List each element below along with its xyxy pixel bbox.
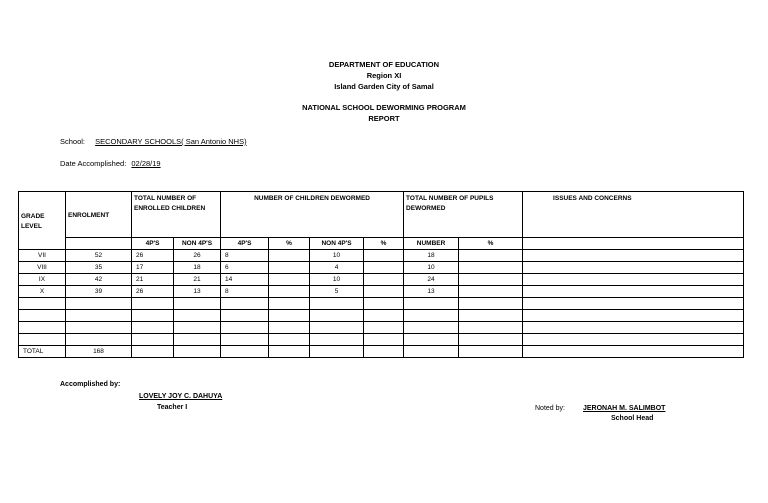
table-row (19, 274, 744, 286)
fourps-cell: 21 (132, 274, 174, 286)
accomplished-by-title: Teacher I (157, 404, 188, 411)
dewormed-non-fourps-cell: 5 (310, 286, 364, 298)
noted-by-label: Noted by: (535, 405, 565, 412)
pupils-dewormed-header: TOTAL NUMBER OF PUPILS DEWORMED (404, 192, 523, 238)
fourps-cell: 26 (132, 250, 174, 262)
grade-level-header: GRADE LEVEL (19, 192, 66, 250)
non-fourps-cell: 21 (174, 274, 221, 286)
percent-subheader: % (364, 238, 404, 250)
region-label: Region XI (366, 71, 402, 80)
number-subheader: NUMBER (404, 238, 459, 250)
grade-cell: IX (19, 274, 66, 286)
date-label: Date Accomplished: (60, 159, 127, 168)
dewormed-fourps-cell: 6 (221, 262, 269, 274)
dewormed-fourps-subheader: 4P'S (221, 238, 269, 250)
grade-cell: VII (19, 250, 66, 262)
noted-by-name: JERONAH M. SALIMBOT (583, 405, 666, 412)
number-cell: 24 (404, 274, 459, 286)
empty-row (19, 298, 744, 310)
grade-cell: VIII (19, 262, 66, 274)
non-fourps-subheader: NON 4P'S (174, 238, 221, 250)
city-label: Island Garden City of Samal (334, 82, 434, 91)
enrolment-cell: 52 (66, 250, 132, 262)
total-label: TOTAL (19, 346, 66, 358)
number-cell: 13 (404, 286, 459, 298)
dewormed-non-fourps-cell: 4 (310, 262, 364, 274)
fourps-subheader: 4P'S (132, 238, 174, 250)
report-title: REPORT (368, 114, 400, 123)
percent-subheader: % (459, 238, 523, 250)
date-field (60, 159, 161, 168)
dewormed-fourps-cell: 8 (221, 286, 269, 298)
table-row (19, 286, 744, 298)
non-fourps-cell: 26 (174, 250, 221, 262)
number-cell: 18 (404, 250, 459, 262)
accomplished-by-name: LOVELY JOY C. DAHUYA (139, 393, 223, 400)
total-enrolment-cell: 168 (66, 346, 132, 358)
enrolment-cell: 39 (66, 286, 132, 298)
enrolment-header: ENROLMENT (66, 192, 132, 238)
non-fourps-cell: 13 (174, 286, 221, 298)
date-value: 02/28/19 (131, 159, 161, 168)
table-row (19, 262, 744, 274)
enrolment-cell: 35 (66, 262, 132, 274)
dewormed-fourps-cell: 8 (221, 250, 269, 262)
school-label: School: (60, 137, 86, 146)
accomplished-by-label: Accomplished by: (60, 381, 121, 388)
fourps-cell: 17 (132, 262, 174, 274)
enrolment-cell: 42 (66, 274, 132, 286)
header-row (19, 192, 744, 238)
number-cell: 10 (404, 262, 459, 274)
school-field (60, 137, 247, 146)
school-value: SECONDARY SCHOOLS( San Antonio NHS) (95, 137, 247, 146)
dewormed-header: NUMBER OF CHILDREN DEWORMED (221, 192, 404, 238)
department-title: DEPARTMENT OF EDUCATION (328, 60, 440, 69)
percent-subheader: % (269, 238, 310, 250)
dewormed-non-fourps-cell: 10 (310, 274, 364, 286)
empty-row (19, 310, 744, 322)
dewormed-non-fourps-cell: 10 (310, 250, 364, 262)
non-fourps-cell: 18 (174, 262, 221, 274)
deworming-report-table (18, 191, 744, 358)
fourps-cell: 26 (132, 286, 174, 298)
empty-row (19, 334, 744, 346)
dewormed-fourps-cell: 14 (221, 274, 269, 286)
issues-header: ISSUES AND CONCERNS (523, 192, 744, 238)
empty-row (19, 322, 744, 334)
dewormed-non-fourps-subheader: NON 4P'S (310, 238, 364, 250)
document-header (0, 59, 768, 92)
noted-by-title: School Head (611, 415, 654, 422)
total-enrolled-header: TOTAL NUMBER OF ENROLLED CHILDREN (132, 192, 221, 238)
report-title-block (0, 102, 768, 124)
program-title: NATIONAL SCHOOL DEWORMING PROGRAM (302, 103, 466, 112)
table-row (19, 250, 744, 262)
subheader-row (19, 238, 744, 250)
total-row (19, 346, 744, 358)
grade-cell: X (19, 286, 66, 298)
